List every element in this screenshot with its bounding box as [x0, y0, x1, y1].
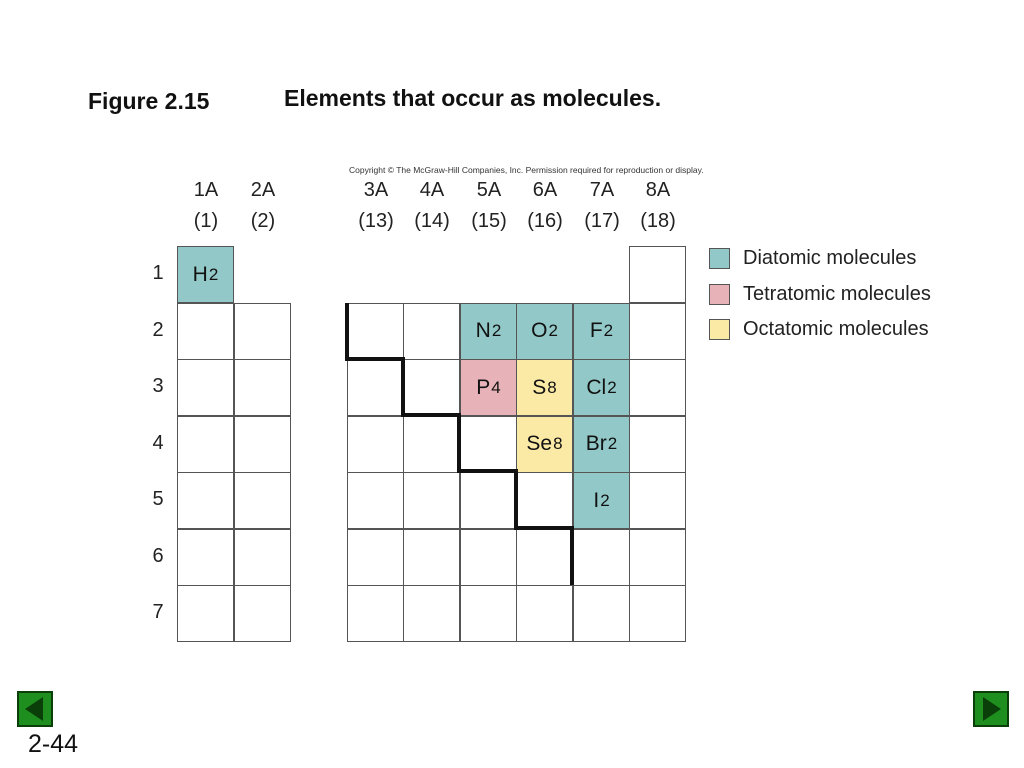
- period-label: 2: [152, 318, 164, 341]
- empty-cell: [573, 529, 630, 586]
- element-cell: [460, 359, 517, 416]
- group-number: (14): [414, 210, 450, 232]
- empty-cell: [234, 529, 291, 586]
- element-symbol: Se: [526, 432, 553, 455]
- atom-count: 2: [600, 490, 610, 510]
- empty-cell: [234, 585, 291, 642]
- empty-cell: [177, 472, 234, 529]
- empty-cell: [177, 529, 234, 586]
- atom-count: 4: [491, 377, 501, 397]
- metal-nonmetal-boundary-line: [345, 357, 405, 361]
- metal-nonmetal-boundary-line: [401, 413, 461, 417]
- empty-cell: [347, 303, 404, 360]
- empty-cell: [629, 585, 686, 642]
- empty-cell: [177, 359, 234, 416]
- atom-count: 8: [547, 377, 557, 397]
- element-symbol: I: [593, 488, 600, 512]
- element-cell: [573, 359, 630, 416]
- group-label: 2A: [250, 179, 276, 201]
- atom-count: 2: [607, 434, 618, 453]
- legend-swatch-diatomic: [709, 248, 730, 269]
- group-number: (1): [193, 210, 219, 232]
- empty-cell: [516, 529, 573, 586]
- group-label: 8A: [645, 179, 671, 201]
- group-number: (15): [471, 210, 507, 232]
- group-label: 3A: [363, 179, 389, 201]
- empty-cell: [629, 529, 686, 586]
- element-cell: [516, 303, 573, 360]
- element-cell: [573, 303, 630, 360]
- empty-cell: [347, 585, 404, 642]
- group-label: 4A: [419, 179, 445, 201]
- empty-cell: [403, 585, 460, 642]
- empty-cell: [516, 585, 573, 642]
- metal-nonmetal-boundary-line: [457, 469, 517, 473]
- legend-label-octatomic: Octatomic molecules: [743, 318, 929, 340]
- element-cell: [573, 472, 630, 529]
- empty-cell: [460, 416, 517, 473]
- group-label: 7A: [589, 179, 615, 201]
- period-label: 6: [152, 544, 164, 567]
- empty-cell: [347, 472, 404, 529]
- prev-slide-button[interactable]: [17, 691, 53, 727]
- empty-cell: [234, 359, 291, 416]
- element-symbol: Cl: [586, 375, 607, 399]
- empty-cell: [403, 529, 460, 586]
- group-label: 5A: [476, 179, 502, 201]
- atom-count: 2: [607, 377, 617, 397]
- element-symbol: Br: [585, 432, 607, 455]
- empty-cell: [177, 585, 234, 642]
- period-label: 7: [152, 601, 164, 623]
- period-label: 3: [152, 375, 164, 397]
- atom-count: 2: [491, 321, 502, 340]
- element-cell: [460, 303, 517, 360]
- period-label: 1: [152, 262, 164, 284]
- period-label: 4: [152, 431, 164, 454]
- element-symbol: P: [476, 375, 491, 399]
- empty-cell: [177, 416, 234, 473]
- legend-swatch-octatomic: [709, 319, 730, 340]
- element-symbol: S: [532, 375, 547, 399]
- group-label: 1A: [193, 179, 219, 201]
- triangle-right-icon: [975, 693, 1007, 725]
- empty-cell: [460, 585, 517, 642]
- triangle-left-icon: [19, 693, 51, 725]
- empty-cell: [347, 359, 404, 416]
- group-number: (16): [527, 210, 563, 232]
- metal-nonmetal-boundary-line: [401, 357, 405, 417]
- element-symbol: F: [589, 319, 603, 342]
- empty-cell: [629, 303, 686, 360]
- empty-cell: [460, 529, 517, 586]
- empty-cell: [234, 472, 291, 529]
- empty-cell: [403, 303, 460, 360]
- metal-nonmetal-boundary-line: [570, 526, 574, 585]
- slide-number: 2-44: [28, 730, 79, 758]
- empty-cell: [347, 529, 404, 586]
- group-number: (2): [250, 210, 276, 232]
- legend-swatch-tetratomic: [709, 284, 730, 305]
- group-number: (17): [584, 210, 620, 232]
- figure-title: Elements that occur as molecules.: [284, 85, 662, 111]
- atom-count: 2: [548, 321, 558, 340]
- empty-cell: [403, 359, 460, 416]
- atom-count: 2: [603, 321, 614, 340]
- metal-nonmetal-boundary-line: [514, 469, 518, 529]
- empty-cell: [403, 416, 460, 473]
- element-cell: [573, 416, 630, 473]
- group-number: (18): [640, 210, 676, 232]
- element-symbol: H: [192, 262, 208, 286]
- empty-cell: [347, 416, 404, 473]
- element-cell: [516, 359, 573, 416]
- empty-cell: [460, 472, 517, 529]
- empty-cell: [234, 416, 291, 473]
- legend-label-tetratomic: Tetratomic molecules: [743, 283, 931, 305]
- element-symbol: O: [531, 319, 548, 342]
- empty-cell: [234, 303, 291, 360]
- element-cell: [177, 246, 234, 303]
- element-cell: [516, 416, 573, 473]
- empty-cell: [629, 472, 686, 529]
- atom-count: 2: [208, 264, 219, 284]
- group-label: 6A: [532, 179, 558, 201]
- empty-cell: [629, 416, 686, 473]
- metal-nonmetal-boundary-line: [345, 303, 349, 360]
- legend-label-diatomic: Diatomic molecules: [743, 247, 917, 269]
- metal-nonmetal-boundary-line: [457, 413, 461, 473]
- figure-label: Figure 2.15: [88, 88, 210, 114]
- empty-cell: [403, 472, 460, 529]
- group-number: (13): [358, 210, 394, 232]
- atom-count: 8: [553, 434, 563, 453]
- copyright-notice: Copyright © The McGraw-Hill Companies, Inc. Permission required for reproduction or display.: [349, 165, 704, 175]
- period-label: 5: [152, 488, 164, 510]
- empty-cell: [629, 359, 686, 416]
- empty-cell: [177, 303, 234, 360]
- empty-cell: [516, 472, 573, 529]
- element-symbol: N: [475, 319, 491, 342]
- next-slide-button[interactable]: [973, 691, 1009, 727]
- empty-cell: [629, 246, 686, 303]
- empty-cell: [573, 585, 630, 642]
- metal-nonmetal-boundary-line: [514, 526, 574, 530]
